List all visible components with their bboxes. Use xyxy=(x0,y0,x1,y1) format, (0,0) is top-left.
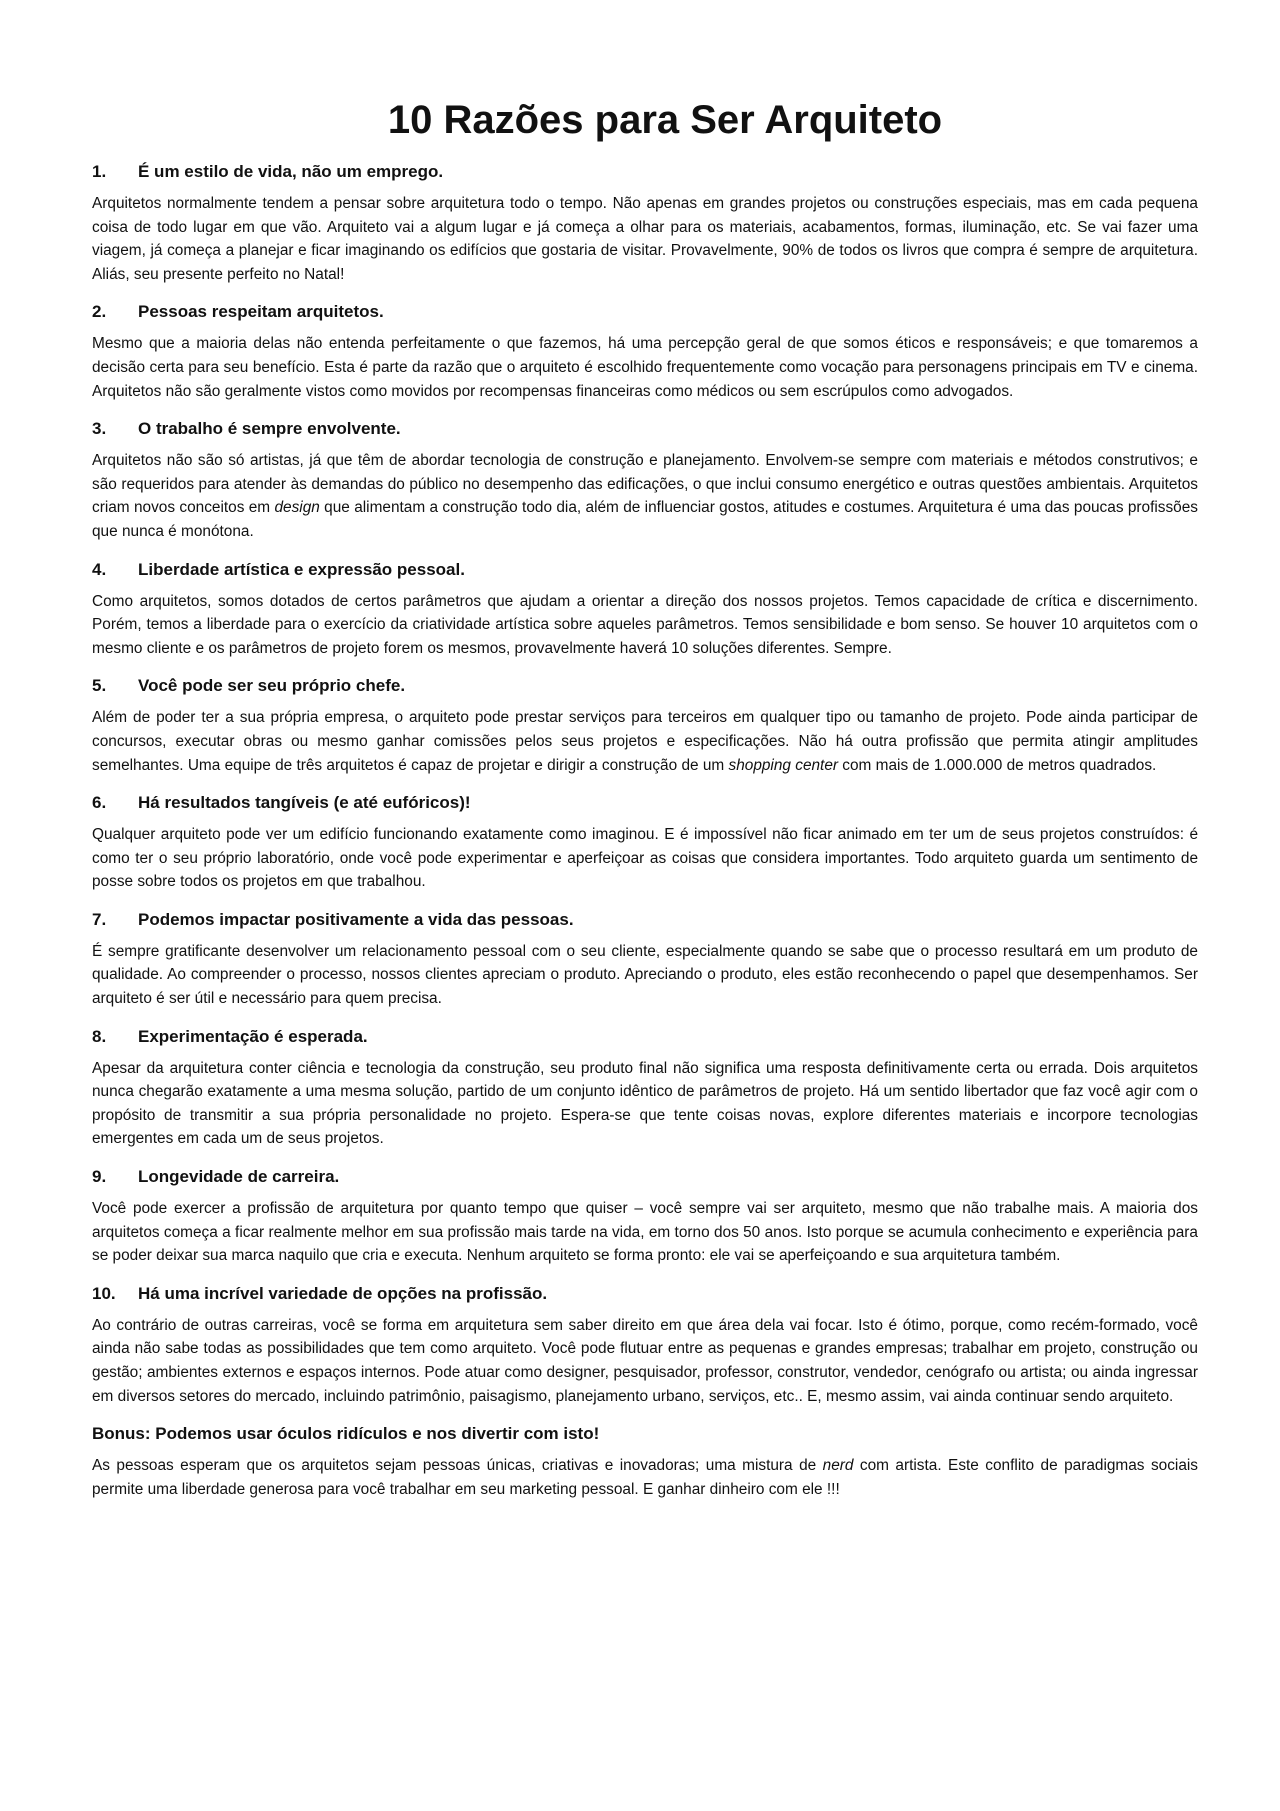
section-number: 3. xyxy=(92,419,107,439)
paragraph-text: Arquitetos não são só artistas, já que têm de abordar tecnologia de construção e planejamento. Envolvem-se sempre com materiais e métodos construtivos; e são requeridos para atender às demandas do público no desempenho das edificações, o que inclui consumo energético e outras questões ambientais. Arquitetos criam novos conceitos em xyxy=(92,452,1198,517)
section-heading xyxy=(92,417,1198,441)
paragraph-text: que alimentam a construção todo dia, além de influenciar gostos, atitudes e costumes. Arquitetura é uma das poucas profissões que nunca é monótona. xyxy=(92,499,1198,540)
section-heading xyxy=(92,791,1198,815)
section-title: Experimentação é esperada. xyxy=(138,1026,368,1046)
paragraph-italic-term: shopping center xyxy=(728,756,839,774)
paragraph-text: Além de poder ter a sua própria empresa, o arquiteto pode prestar serviços para terceiros em qualquer tipo ou tamanho de projeto. Pode ainda participar de concursos, executar obras ou mesmo ganhar comissões pelos seus projetos e especificações. Não há outra profissão que permita atingir amplitudes semelhantes. Uma equipe de três arquitetos é capaz de projetar e dirigir a construção de um xyxy=(92,709,1198,774)
section-heading xyxy=(92,300,1198,324)
section-10 xyxy=(92,1282,1198,1408)
section-number: 9. xyxy=(92,1167,107,1187)
section-heading xyxy=(92,1025,1198,1049)
section-heading xyxy=(92,1282,1198,1306)
section-heading xyxy=(92,160,1198,184)
section-paragraph xyxy=(92,706,1198,777)
bonus-heading: Bonus: Podemos usar óculos ridículos e nos divertir com isto! xyxy=(92,1424,600,1444)
section-bonus xyxy=(92,1422,1198,1501)
section-number: 7. xyxy=(92,909,107,929)
section-number: 8. xyxy=(92,1026,107,1046)
section-number: 5. xyxy=(92,676,107,696)
section-8 xyxy=(92,1025,1198,1151)
section-number: 4. xyxy=(92,559,107,579)
section-number: 2. xyxy=(92,302,107,322)
section-paragraph: Qualquer arquiteto pode ver um edifício funcionando exatamente como imaginou. E é impossível não ficar animado em ter um de seus projetos construídos: é como ter o seu próprio laboratório, onde você pode experimentar e aperfeiçoar as coisas que considera importantes. Todo arquiteto guarda um sentimento de posse sobre todos os projetos em que trabalhou. xyxy=(92,826,1198,891)
section-heading xyxy=(92,558,1198,582)
section-3 xyxy=(92,417,1198,543)
section-paragraph: É sempre gratificante desenvolver um relacionamento pessoal com o seu cliente, especialmente quando se sabe que o processo resultará em um produto de qualidade. Ao compreender o processo, nossos clientes apreciam o produto. Apreciando o produto, eles estão reconhecendo o papel que desempenhamos. Ser arquiteto é ser útil e necessário para quem precisa. xyxy=(92,942,1198,1008)
section-paragraph: Você pode exercer a profissão de arquitetura por quanto tempo que quiser – você sempre vai ser arquiteto, mesmo que não trabalhe mais. A maioria dos arquitetos começa a ficar realmente melhor em sua profissão mais tarde na vida, em torno dos 50 anos. Isto porque se acumula conhecimento e experiência para se poder deixar sua marca naquilo que cria e executa. Nenhum arquiteto se forma pronto: ele vai se aperfeiçoando e sua arquitetura também. xyxy=(92,1200,1198,1265)
paragraph-italic-term: nerd xyxy=(822,1457,854,1475)
section-title: Você pode ser seu próprio chefe. xyxy=(138,676,406,696)
section-number: 6. xyxy=(92,793,107,813)
section-title: Liberdade artística e expressão pessoal. xyxy=(138,559,465,579)
section-paragraph xyxy=(92,449,1198,543)
section-title: Há resultados tangíveis (e até eufóricos)! xyxy=(138,793,471,813)
section-paragraph: Apesar da arquitetura conter ciência e tecnologia da construção, seu produto final não significa uma resposta definitivamente certa ou errada. Dois arquitetos nunca chegarão exatamente a uma mesma solução, partido de um conjunto idêntico de parâmetros de projeto. Há um sentido libertador que faz você agir com o propósito de transmitir a sua própria personalidade no projeto. Espera-se que tente coisas novas, explore diferentes materiais e incorpore tecnologias emergentes em cada um de seus projetos. xyxy=(92,1059,1198,1148)
document-title: 10 Razões para Ser Arquiteto xyxy=(387,98,943,142)
section-number: 1. xyxy=(92,162,107,181)
section-9 xyxy=(92,1165,1198,1268)
section-paragraph: Ao contrário de outras carreiras, você se forma em arquitetura sem saber direito em que área dela vai focar. Isto é ótimo, porque, como recém-formado, você ainda não sabe todas as possibilidades que tem como arquiteto. Você pode flutuar entre as pequenas e grandes empresas; trabalhar em projeto, construção ou gestão; ambientes externos e espaços internos. Pode atuar como designer, pesquisador, professor, construtor, vendedor, cenógrafo ou artista; ou ainda ingressar em diversos setores do mercado, incluindo patrimônio, paisagismo, planejamento urbano, serviços, etc.. E, mesmo assim, vai ainda continuar sendo arquiteto. xyxy=(92,1316,1198,1405)
section-6 xyxy=(92,791,1198,894)
section-heading xyxy=(92,1165,1198,1189)
paragraph-italic-term: design xyxy=(274,499,320,517)
section-2 xyxy=(92,300,1198,403)
paragraph-text: As pessoas esperam que os arquitetos sejam pessoas únicas, criativas e inovadoras; uma mistura de xyxy=(92,1457,823,1475)
section-1 xyxy=(92,160,1198,286)
section-title: O trabalho é sempre envolvente. xyxy=(138,419,401,439)
section-title: Longevidade de carreira. xyxy=(138,1167,340,1187)
section-paragraph: Mesmo que a maioria delas não entenda perfeitamente o que fazemos, há uma percepção geral de que somos éticos e responsáveis; e que tomaremos a decisão certa para seu benefício. Esta é parte da razão que o arquiteto é escolhido frequentemente como vocação para personagens principais em TV e cinema. Arquitetos não são geralmente vistos como movidos por recompensas financeiras como médicos ou sem escrúpulos como advogados. xyxy=(92,335,1198,400)
section-heading xyxy=(92,908,1198,932)
section-title: Pessoas respeitam arquitetos. xyxy=(138,302,384,322)
section-heading xyxy=(92,674,1198,698)
section-4 xyxy=(92,558,1198,661)
bonus-paragraph xyxy=(92,1454,1198,1501)
section-5 xyxy=(92,674,1198,777)
paragraph-text: com artista. Este conflito de paradigmas sociais permite uma liberdade generosa para você trabalhar em seu marketing pessoal. E ganhar dinheiro com ele !!! xyxy=(92,1457,1198,1498)
section-title: Podemos impactar positivamente a vida das pessoas. xyxy=(138,909,574,929)
section-paragraph: Como arquitetos, somos dotados de certos parâmetros que ajudam a orientar a direção dos nossos projetos. Temos capacidade de crítica e discernimento. Porém, temos a liberdade para o exercício da criatividade artística sobre aqueles parâmetros. Temos sensibilidade e bom senso. Se houver 10 arquitetos com o mesmo cliente e os parâmetros de projeto forem os mesmos, provavelmente haverá 10 soluções diferentes. Sempre. xyxy=(92,592,1198,657)
section-title: Há uma incrível variedade de opções na profissão. xyxy=(138,1283,548,1303)
section-title: É um estilo de vida, não um emprego. xyxy=(138,162,444,181)
section-number: 10. xyxy=(92,1283,116,1303)
section-paragraph: Arquitetos normalmente tendem a pensar sobre arquitetura todo o tempo. Não apenas em grandes projetos ou construções especiais, mas em cada pequena coisa de todo lugar em que vão. Arquiteto vai a algum lugar e já começa a olhar para os materiais, acabamentos, formas, iluminação, etc. Se vai fazer uma viagem, já começa a planejar e ficar imaginando os edifícios que gostaria de visitar. Provavelmente, 90% de todos os livros que compra é sempre de arquitetura. Aliás, seu presente perfeito no Natal! xyxy=(92,195,1198,283)
section-7 xyxy=(92,908,1198,1011)
paragraph-text: com mais de 1.000.000 de metros quadrados. xyxy=(838,756,1157,774)
